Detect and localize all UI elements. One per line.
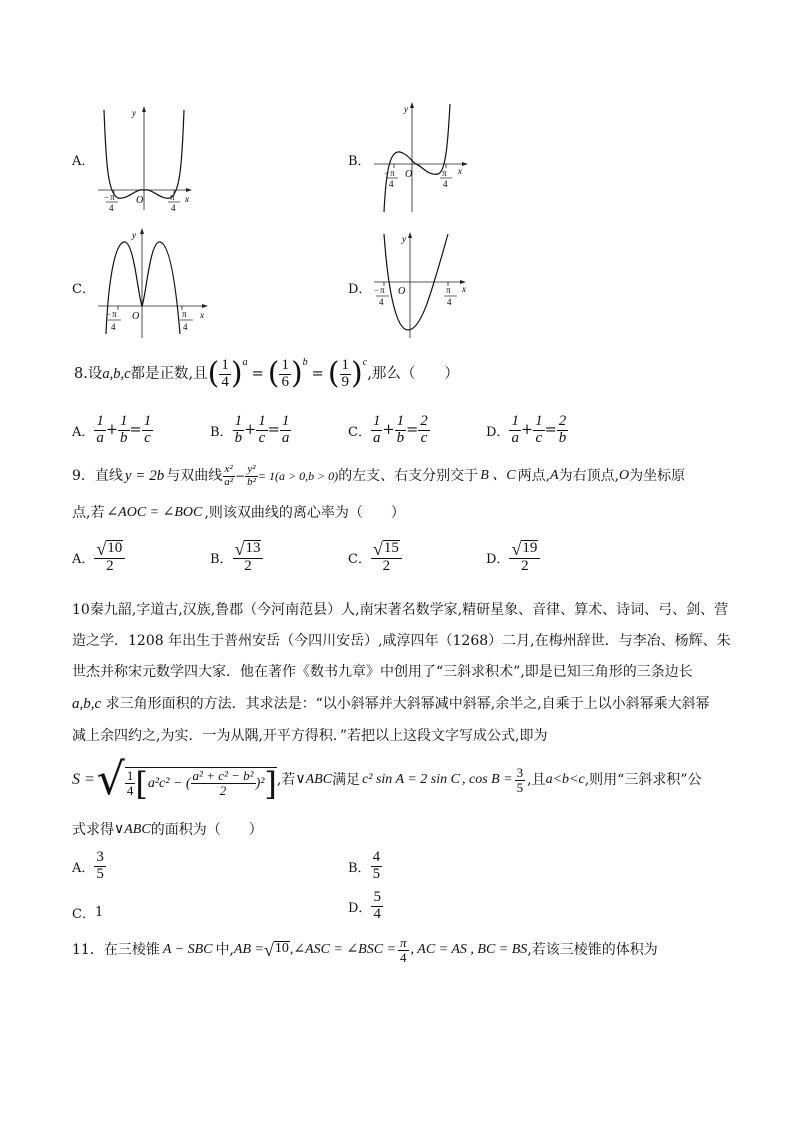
svg-text:y: y — [132, 230, 136, 240]
svg-text:y: y — [132, 108, 136, 118]
graph-a — [96, 104, 196, 218]
svg-text:π: π — [110, 192, 115, 202]
question-10-line-5: 减上余四约之,为实．一为从隅,开平方得积．”若把以上这段文字写成公式,即为 — [72, 728, 548, 744]
question-10-line-3: 世杰并称宋元数学四大家．他在著作《数书九章》中创用了“三斜求积术”,即是已知三角形的三条边长 — [72, 664, 693, 680]
svg-text:4: 4 — [379, 297, 384, 307]
svg-text:π: π — [390, 168, 395, 178]
svg-text:π: π — [442, 168, 447, 178]
svg-text:4: 4 — [109, 203, 114, 213]
q9-option-a[interactable]: A． √ 10 2 — [72, 540, 125, 575]
q9-option-c[interactable]: C． √ 15 2 — [348, 540, 402, 575]
q10-option-b[interactable]: B． 4 5 — [348, 849, 381, 882]
question-10-line-4: a,b,c 求三角形面积的方法．其求法是：“以小斜幂并大斜幂减中斜幂,余半之,自乘于上以小斜幂乘大斜幂 — [72, 696, 710, 712]
question-10-line-2: 造之学．1208 年出生于普州安岳（今四川安岳）,咸淳四年（1268）二月,在梅州辞世．与李冶、杨辉、朱 — [72, 633, 731, 649]
q10-option-c[interactable]: C． 1 — [72, 905, 104, 922]
svg-text:−: − — [104, 192, 110, 202]
svg-text:4: 4 — [171, 203, 176, 213]
option-b-label[interactable]: B． — [348, 154, 371, 169]
svg-text:O: O — [405, 169, 413, 180]
q9-option-d[interactable]: D． √ 19 2 — [486, 540, 540, 575]
q10-option-d[interactable]: D． 5 4 — [348, 889, 381, 922]
q8-option-a[interactable]: A． 1 a + $\frac{1}{b}$ = $\frac{1}{c}$ — [72, 413, 152, 446]
question-10-line-7: 式求得 ∨ABC 的面积为（ ） — [72, 822, 263, 838]
svg-text:x: x — [200, 310, 204, 320]
svg-text:y: y — [404, 104, 408, 114]
svg-text:4: 4 — [183, 322, 188, 332]
svg-text:O: O — [132, 311, 140, 322]
svg-text:O: O — [136, 195, 144, 206]
svg-text:4: 4 — [389, 179, 394, 189]
question-9-line-2: 点,若 ∠AOC = ∠BOC ,则该双曲线的离心率为（ ） — [72, 505, 405, 521]
svg-text:x: x — [462, 284, 466, 294]
svg-text:−: − — [106, 309, 112, 319]
svg-text:4: 4 — [447, 297, 452, 307]
graph-b — [372, 100, 472, 219]
svg-text:π: π — [182, 309, 187, 319]
option-d-label[interactable]: D． — [348, 282, 372, 297]
svg-text:π: π — [170, 192, 175, 202]
option-a-label[interactable]: A． — [72, 154, 95, 169]
q9-option-b[interactable]: B． √ 13 2 — [210, 540, 263, 575]
question-8: 8.设 a,b,c 都是正数,且 ( 1 4 ) $^a$ = ( 1 6 ) $^b$ = ( 1 9 ) $^c$ ,那么（ ） — [74, 356, 459, 392]
svg-text:4: 4 — [111, 322, 116, 332]
svg-text:−: − — [374, 285, 380, 295]
svg-text:π: π — [112, 309, 117, 319]
question-10-line-1: 10秦九韶,字道古,汉族,鲁郡（今河南范县）人,南宋著名数学家,精研星象、音律、算术、诗词、弓、剑、营 — [72, 602, 729, 618]
svg-text:O: O — [398, 286, 406, 297]
svg-text:−: − — [384, 168, 390, 178]
question-10-formula-line: S = √ 1 4 [ a²c² − ( a² + c² − b² 2 )² ] ,若 ∨ABC 满足 c² sin A = 2 sin C , cos B = $\frac{3}{5}$ ,且 a<b<c ,则用“三斜求积”公 — [72, 754, 702, 805]
svg-text:4: 4 — [443, 179, 448, 189]
svg-text:π: π — [446, 285, 451, 295]
svg-text:π: π — [380, 285, 385, 295]
q8-option-b[interactable]: B． 1 b + $\frac{1}{c}$ = $\frac{1}{a}$ — [210, 413, 290, 446]
option-c-label[interactable]: C． — [72, 282, 95, 297]
q8-option-d[interactable]: D． 1 a + $\frac{1}{c}$ = $\frac{2}{b}$ — [486, 413, 567, 446]
svg-text:x: x — [458, 166, 462, 176]
question-9-line-1: 9．直线 y = 2b 与双曲线 x² a² − $\frac{\text{y²}}{\text{b²}}$ = 1(a > 0,b > 0) 的左支、右支分别交于 B 、C 两点, A 为右顶点, O 为坐标原 — [72, 463, 686, 488]
graph-c — [96, 226, 216, 345]
q10-option-a[interactable]: A． 3 5 — [72, 849, 104, 882]
q8-option-c[interactable]: C． 1 a + $\frac{1}{b}$ = $\frac{2}{c}$ — [348, 413, 428, 446]
svg-text:x: x — [185, 194, 189, 204]
svg-text:y: y — [402, 234, 406, 244]
graph-d — [372, 230, 477, 344]
question-11: 11．在三棱锥 A − SBC 中, AB = √ 10 ,∠ASC = ∠BSC = $\frac{\pi}{4}$ , AC = AS , BC = BS ,若该三棱锥的体积为 — [72, 935, 658, 965]
